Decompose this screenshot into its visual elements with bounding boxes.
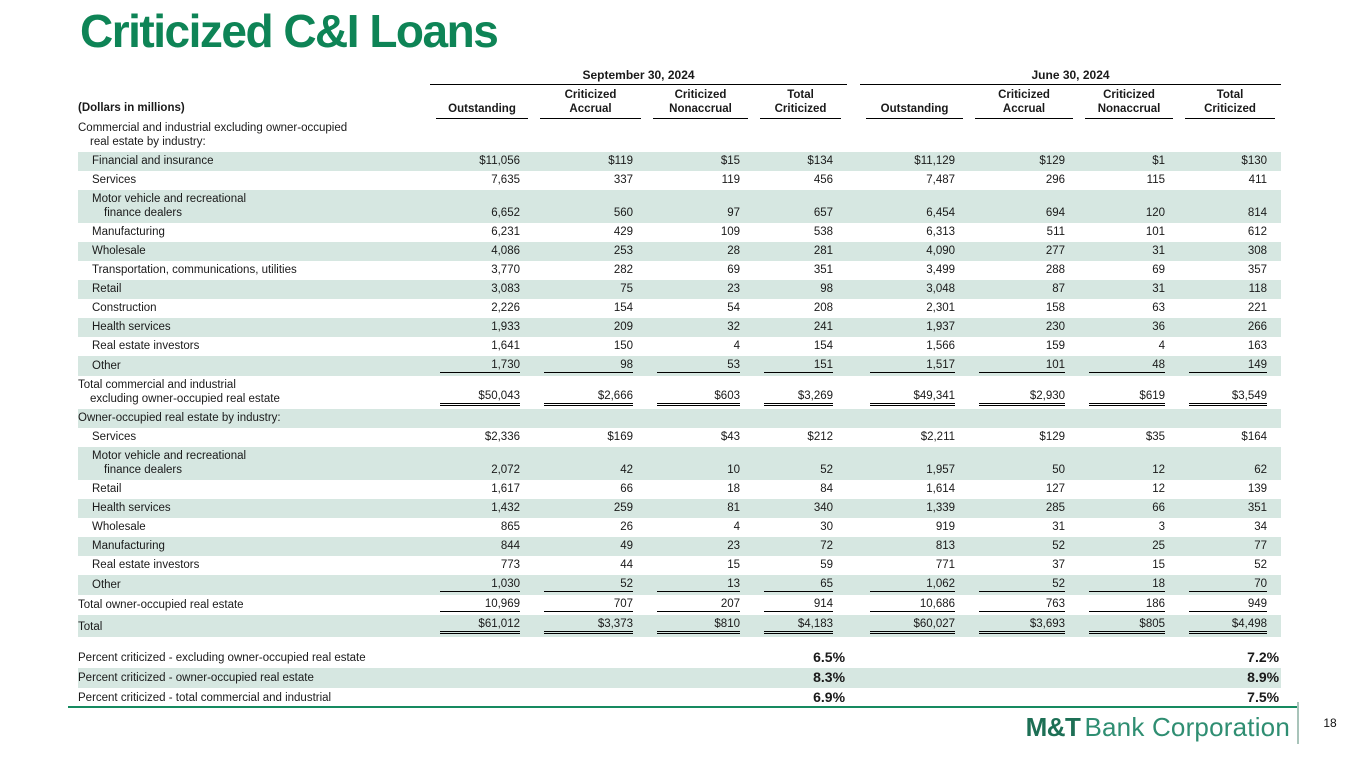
col-header-sep-criticized-accrual: Criticized Accrual: [534, 85, 647, 119]
cell-value: 6,231: [491, 226, 520, 238]
cell-value: 456: [813, 174, 834, 186]
cell-value: 69: [727, 264, 740, 276]
percent-table-body: [78, 648, 1281, 708]
cell-value: 1,957: [860, 447, 969, 480]
cell-value: 949: [1179, 595, 1281, 615]
cell-value: $130: [1179, 152, 1281, 171]
cell-value: 98: [754, 280, 847, 299]
cell-value: 25: [1079, 537, 1179, 556]
row-label: Total: [78, 615, 430, 637]
cell-value: 28: [647, 242, 754, 261]
row-label: Motor vehicle and recreational finance dealers: [78, 447, 430, 480]
percent-value-june: 7.2%: [1247, 649, 1280, 665]
cell-value: 308: [1179, 242, 1281, 261]
table-row: [78, 171, 1281, 190]
cell-value: $11,129: [860, 152, 969, 171]
cell-value: 209: [534, 318, 647, 337]
cell-value: 288: [1045, 264, 1066, 276]
cell-value: 296: [1045, 174, 1066, 186]
cell-value: 52: [1254, 559, 1268, 571]
date-group-header-row: [78, 66, 1281, 85]
cell-value: 139: [1247, 483, 1268, 495]
cell-value: 2,301: [926, 302, 956, 314]
cell-value: 253: [534, 242, 647, 261]
criticized-loans-table: [78, 66, 1281, 637]
percent-row-label: Percent criticized - excluding owner-occupied real estate: [78, 652, 366, 664]
cell-value: $2,930: [969, 376, 1079, 409]
cell-value: $15: [647, 152, 754, 171]
table-row: [78, 537, 1281, 556]
cell-value: 10,969: [430, 595, 534, 615]
cell-value: 4,086: [430, 242, 534, 261]
cell-value: 3: [1158, 521, 1166, 533]
col-header-sep-total-criticized: Total Criticized: [754, 85, 847, 119]
cell-value: 1,566: [926, 340, 956, 352]
cell-value: 62: [1179, 447, 1281, 480]
cell-value: 2,072: [430, 447, 534, 480]
cell-value: 337: [613, 174, 633, 186]
cell-value: 560: [534, 190, 647, 223]
percent-criticized-table: [78, 648, 1281, 708]
cell-value: 154: [813, 340, 834, 352]
cell-value: 36: [1079, 318, 1179, 337]
row-label: Motor vehicle and recreational finance dealers: [78, 190, 430, 223]
cell-value: 59: [820, 559, 834, 571]
percent-value-june: 8.9%: [860, 668, 1281, 688]
table-row: [78, 223, 1281, 242]
cell-value: 50: [969, 447, 1079, 480]
cell-value: 63: [1152, 302, 1166, 314]
table-row: [78, 152, 1281, 171]
cell-value: 266: [1179, 318, 1281, 337]
table-row: [78, 518, 1281, 537]
table-row: [78, 447, 1281, 480]
cell-value: 23: [647, 280, 754, 299]
cell-value: 52: [969, 537, 1079, 556]
table-row: [78, 242, 1281, 261]
cell-value: 115: [1146, 174, 1166, 186]
cell-value: $129: [1039, 431, 1066, 443]
units-label: (Dollars in millions): [78, 102, 185, 114]
cell-value: 208: [813, 302, 834, 314]
cell-value: 66: [1079, 499, 1179, 518]
cell-value: $61,012: [430, 615, 534, 637]
cell-value: 37: [1052, 559, 1066, 571]
cell-value: 31: [1079, 242, 1179, 261]
cell-value: 3,048: [860, 280, 969, 299]
section-header-label: Owner-occupied real estate by industry:: [78, 409, 1281, 428]
group-header-september: September 30, 2024: [430, 66, 847, 85]
section-header-label: Commercial and industrial excluding owner-occupied real estate by industry:: [78, 122, 348, 148]
cell-value: 13: [647, 575, 754, 595]
percent-row-label: Percent criticized - owner-occupied real estate: [78, 668, 430, 688]
row-label: Wholesale: [92, 521, 146, 533]
cell-value: $2,666: [534, 376, 647, 409]
cell-value: 65: [754, 575, 847, 595]
cell-value: 72: [754, 537, 847, 556]
cell-value: 814: [1179, 190, 1281, 223]
table-row: [78, 356, 1281, 376]
cell-value: 281: [754, 242, 847, 261]
cell-value: 10,686: [860, 595, 969, 615]
cell-value: 31: [1079, 280, 1179, 299]
cell-value: 4: [733, 340, 740, 352]
cell-value: 351: [813, 264, 834, 276]
cell-value: $212: [807, 431, 834, 443]
cell-value: 6,454: [860, 190, 969, 223]
cell-value: 52: [534, 575, 647, 595]
cell-value: $2,336: [484, 431, 520, 443]
cell-value: 1,517: [860, 356, 969, 376]
cell-value: 429: [613, 226, 633, 238]
table-body: [78, 119, 1281, 637]
table-row: [78, 575, 1281, 595]
cell-value: 844: [430, 537, 534, 556]
mt-bank-logo: [1000, 712, 1290, 743]
cell-value: 70: [1179, 575, 1281, 595]
cell-value: 158: [1045, 302, 1066, 314]
cell-value: 118: [1179, 280, 1281, 299]
col-header-jun-criticized-nonaccrual: Criticized Nonaccrual: [1079, 85, 1179, 119]
cell-value: 1,062: [860, 575, 969, 595]
cell-value: $810: [647, 615, 754, 637]
cell-value: 282: [613, 264, 633, 276]
percent-row: [78, 688, 1281, 708]
cell-value: 149: [1179, 356, 1281, 376]
cell-value: $3,269: [754, 376, 847, 409]
cell-value: $134: [754, 152, 847, 171]
cell-value: $50,043: [430, 376, 534, 409]
cell-value: 771: [935, 559, 956, 571]
cell-value: 538: [813, 226, 834, 238]
cell-value: 230: [969, 318, 1079, 337]
percent-row: [78, 668, 1281, 688]
cell-value: 120: [1079, 190, 1179, 223]
cell-value: 285: [969, 499, 1079, 518]
percent-value-september: 8.3%: [430, 668, 847, 688]
table-row: [78, 318, 1281, 337]
cell-value: 657: [754, 190, 847, 223]
cell-value: 3,770: [491, 264, 520, 276]
cell-value: $4,498: [1179, 615, 1281, 637]
percent-value-september: 6.9%: [813, 689, 846, 705]
cell-value: 97: [647, 190, 754, 223]
col-header-jun-outstanding: Outstanding: [860, 85, 969, 119]
table-row: [78, 261, 1281, 280]
cell-value: 1,730: [430, 356, 534, 376]
cell-value: 1,933: [430, 318, 534, 337]
cell-value: 84: [820, 483, 834, 495]
cell-value: $1: [1079, 152, 1179, 171]
cell-value: 919: [935, 521, 956, 533]
page-number: 18: [1323, 716, 1337, 730]
cell-value: 813: [860, 537, 969, 556]
cell-value: 48: [1079, 356, 1179, 376]
cell-value: $35: [1145, 431, 1166, 443]
cell-value: 119: [721, 174, 740, 186]
cell-value: 707: [534, 595, 647, 615]
row-label: Construction: [92, 302, 157, 314]
group-header-june: June 30, 2024: [860, 66, 1281, 85]
cell-value: 81: [647, 499, 754, 518]
logo-bank-corporation: Bank Corporation: [1084, 712, 1290, 742]
percent-value-september: 6.5%: [813, 649, 846, 665]
cell-value: 75: [534, 280, 647, 299]
cell-value: 4: [1158, 340, 1166, 352]
row-label: Wholesale: [78, 242, 430, 261]
cell-value: 30: [820, 521, 834, 533]
cell-value: 865: [500, 521, 520, 533]
row-label: Other: [78, 575, 430, 595]
cell-value: 3,083: [430, 280, 534, 299]
cell-value: $129: [969, 152, 1079, 171]
footer-divider: [1297, 702, 1299, 744]
cell-value: $3,373: [534, 615, 647, 637]
cell-value: 52: [969, 575, 1079, 595]
logo-mt: M&T: [1025, 712, 1081, 742]
row-label: Retail: [92, 483, 122, 495]
cell-value: 207: [647, 595, 754, 615]
cell-value: 12: [1152, 483, 1166, 495]
cell-value: 18: [1079, 575, 1179, 595]
cell-value: 7,487: [926, 174, 956, 186]
cell-value: 15: [1152, 559, 1166, 571]
cell-value: 109: [720, 226, 740, 238]
col-header-jun-criticized-accrual: Criticized Accrual: [969, 85, 1079, 119]
table-row: [78, 376, 1281, 409]
cell-value: 259: [534, 499, 647, 518]
cell-value: 4,090: [860, 242, 969, 261]
cell-value: 1,339: [860, 499, 969, 518]
cell-value: 101: [969, 356, 1079, 376]
cell-value: 351: [1179, 499, 1281, 518]
column-header-row: [78, 85, 1281, 119]
cell-value: 87: [969, 280, 1079, 299]
cell-value: 101: [1145, 226, 1166, 238]
cell-value: 54: [727, 302, 740, 314]
table-row: [78, 428, 1281, 447]
col-header-sep-criticized-nonaccrual: Criticized Nonaccrual: [647, 85, 754, 119]
table-row: [78, 190, 1281, 223]
cell-value: 98: [534, 356, 647, 376]
cell-value: 1,617: [491, 483, 520, 495]
cell-value: 411: [1248, 174, 1268, 186]
cell-value: 127: [1045, 483, 1066, 495]
cell-value: $619: [1079, 376, 1179, 409]
criticized-loans-table-wrap: [78, 66, 1283, 708]
cell-value: 32: [647, 318, 754, 337]
cell-value: 221: [1247, 302, 1268, 314]
cell-value: $49,341: [860, 376, 969, 409]
cell-value: 159: [1045, 340, 1066, 352]
table-row: [78, 615, 1281, 637]
section-header-row: [78, 119, 1281, 152]
cell-value: 77: [1179, 537, 1281, 556]
row-label: Real estate investors: [92, 559, 200, 571]
cell-value: 44: [620, 559, 633, 571]
cell-value: $4,183: [754, 615, 847, 637]
cell-value: $169: [607, 431, 633, 443]
cell-value: 69: [1152, 264, 1166, 276]
cell-value: 241: [754, 318, 847, 337]
cell-value: $164: [1241, 431, 1268, 443]
row-label: Retail: [78, 280, 430, 299]
cell-value: 42: [534, 447, 647, 480]
cell-value: 7,635: [491, 174, 520, 186]
cell-value: 340: [754, 499, 847, 518]
cell-value: 694: [969, 190, 1079, 223]
cell-value: 511: [1046, 226, 1066, 238]
row-label: Total owner-occupied real estate: [78, 599, 244, 611]
cell-value: 914: [754, 595, 847, 615]
cell-value: 31: [1052, 521, 1066, 533]
cell-value: 26: [620, 521, 633, 533]
row-label: Manufacturing: [78, 537, 430, 556]
cell-value: 3,499: [926, 264, 956, 276]
cell-value: 277: [969, 242, 1079, 261]
cell-value: $60,027: [860, 615, 969, 637]
cell-value: 15: [727, 559, 740, 571]
cell-value: $119: [534, 152, 647, 171]
cell-value: $2,211: [920, 431, 956, 443]
footer-rule: [68, 706, 1297, 708]
cell-value: 151: [754, 356, 847, 376]
row-label: Transportation, communications, utilities: [92, 264, 297, 276]
row-label: Financial and insurance: [78, 152, 430, 171]
cell-value: 1,937: [860, 318, 969, 337]
row-label: Manufacturing: [92, 226, 165, 238]
percent-row-label: Percent criticized - total commercial and industrial: [78, 692, 332, 704]
cell-value: $3,549: [1179, 376, 1281, 409]
cell-value: $805: [1079, 615, 1179, 637]
row-label: Health services: [78, 318, 430, 337]
cell-value: 66: [620, 483, 633, 495]
row-label: Total commercial and industrial excluding owner-occupied real estate: [78, 379, 280, 405]
row-label: Health services: [78, 499, 430, 518]
cell-value: 163: [1247, 340, 1268, 352]
cell-value: 34: [1254, 521, 1268, 533]
cell-value: $43: [720, 431, 740, 443]
row-label: Services: [92, 174, 137, 186]
cell-value: 150: [613, 340, 633, 352]
cell-value: $3,693: [969, 615, 1079, 637]
cell-value: 52: [754, 447, 847, 480]
table-row: [78, 280, 1281, 299]
cell-value: 49: [534, 537, 647, 556]
table-row: [78, 595, 1281, 615]
section-header-row: [78, 409, 1281, 428]
page-title: Criticized C&I Loans: [80, 5, 498, 57]
col-header-sep-outstanding: Outstanding: [430, 85, 534, 119]
col-header-jun-total-criticized: Total Criticized: [1179, 85, 1281, 119]
table-row: [78, 299, 1281, 318]
cell-value: 1,641: [491, 340, 520, 352]
cell-value: 1,432: [430, 499, 534, 518]
cell-value: 773: [500, 559, 520, 571]
cell-value: 2,226: [491, 302, 520, 314]
table-row: [78, 337, 1281, 356]
table-row: [78, 480, 1281, 499]
cell-value: 186: [1079, 595, 1179, 615]
cell-value: 6,652: [430, 190, 534, 223]
cell-value: 12: [1079, 447, 1179, 480]
cell-value: 4: [733, 521, 740, 533]
percent-row: [78, 648, 1281, 668]
cell-value: 6,313: [926, 226, 956, 238]
percent-value-june: 7.5%: [1247, 689, 1280, 705]
cell-value: $603: [647, 376, 754, 409]
table-row: [78, 499, 1281, 518]
table-row: [78, 556, 1281, 575]
cell-value: 53: [647, 356, 754, 376]
cell-value: 1,030: [430, 575, 534, 595]
cell-value: 154: [613, 302, 633, 314]
cell-value: 357: [1247, 264, 1268, 276]
cell-value: 612: [1247, 226, 1268, 238]
cell-value: 763: [969, 595, 1079, 615]
cell-value: 10: [647, 447, 754, 480]
row-label: Real estate investors: [92, 340, 200, 352]
row-label: Other: [78, 356, 430, 376]
row-label: Services: [92, 431, 137, 443]
cell-value: 23: [647, 537, 754, 556]
cell-value: $11,056: [430, 152, 534, 171]
cell-value: 18: [727, 483, 740, 495]
cell-value: 1,614: [926, 483, 956, 495]
